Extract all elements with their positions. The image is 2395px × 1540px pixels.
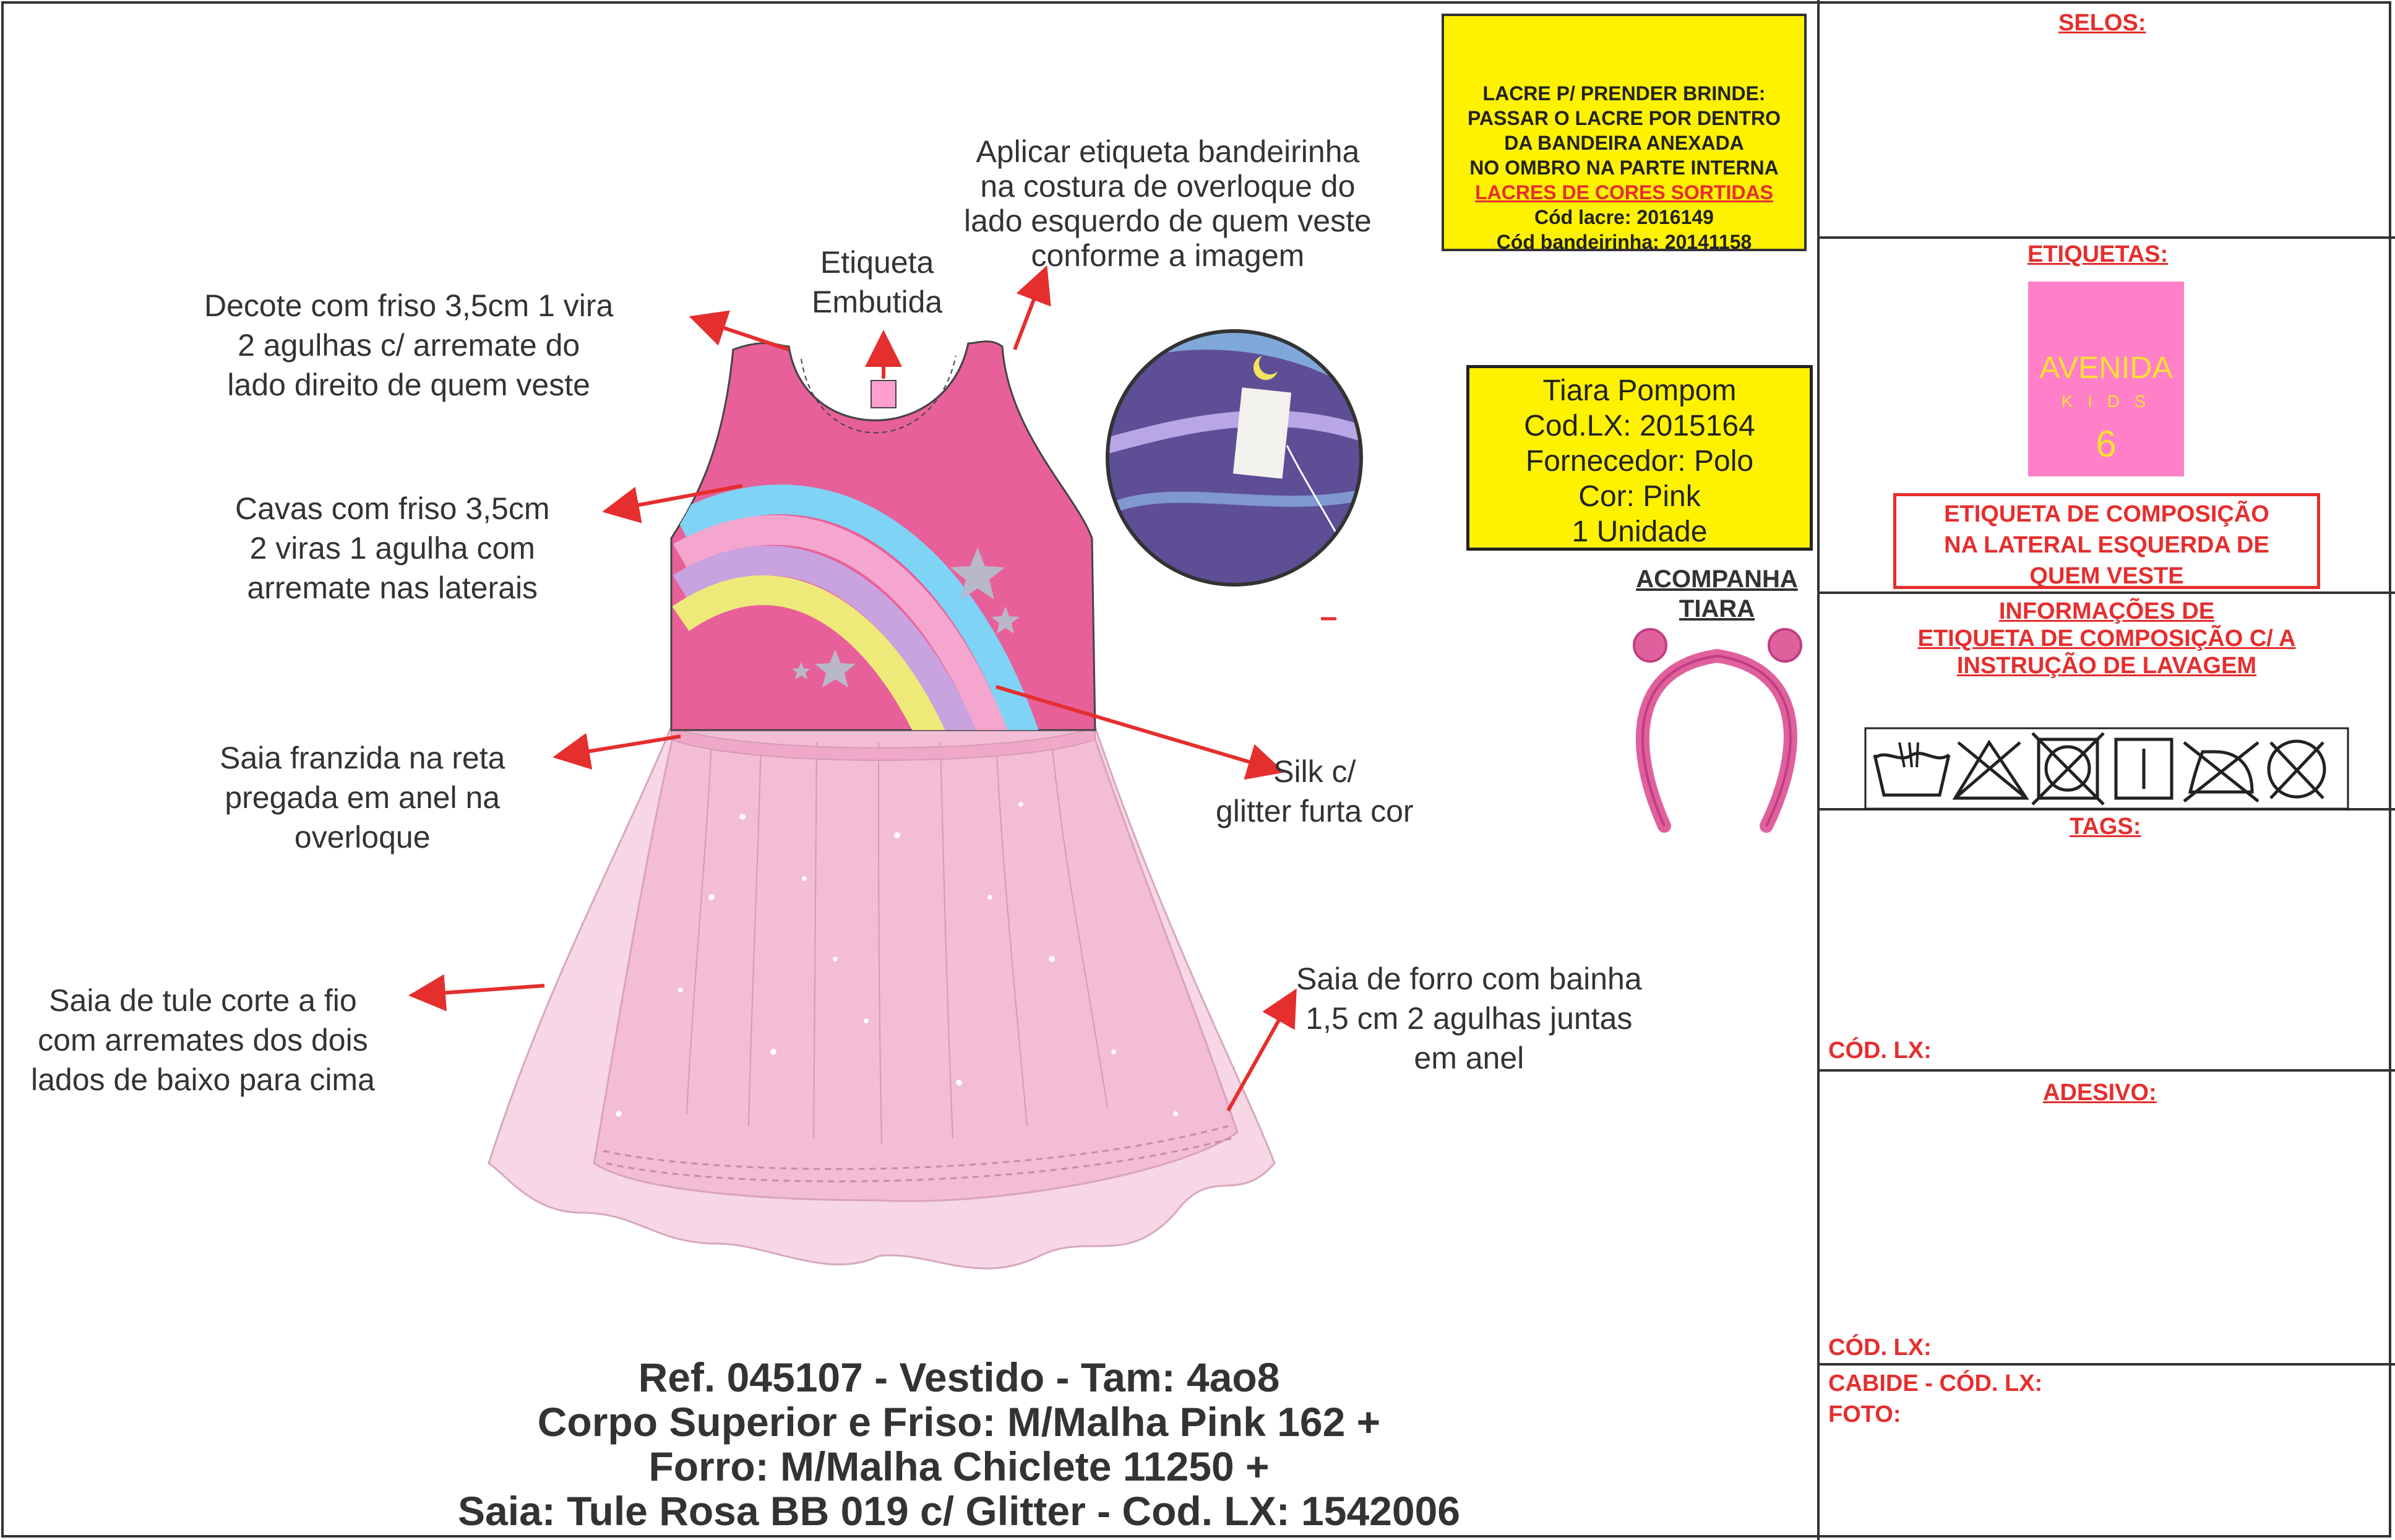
cabide-cod-lx: CABIDE - CÓD. LX: — [1828, 1370, 2043, 1396]
tags-cod-lx: CÓD. LX: — [1828, 1038, 1932, 1064]
saia-line: Saia: Tule Rosa BB 019 c/ Glitter - Cod. LX: 1542006 — [458, 1488, 1460, 1534]
section-tags: TAGS: — [2070, 814, 2141, 840]
product-reference — [0, 1355, 1918, 1533]
composicao-box: ETIQUETA DE COMPOSIÇÃO NA LATERAL ESQUERDA DE QUEM VESTE — [1893, 493, 2320, 589]
wash-30-icon — [1875, 742, 1949, 795]
annotation-etiqueta-embutida: Etiqueta Embutida — [812, 245, 943, 319]
brand-label-size: 6 — [2096, 423, 2117, 465]
cod-bandeirinha: Cód bandeirinha: 20141158 — [1496, 231, 1752, 253]
ref-line: Ref. 045107 - Vestido - Tam: 4ao8 — [638, 1354, 1280, 1400]
lining-skirt — [594, 730, 1237, 1201]
annotation-decote: Decote com friso 3,5cm 1 vira 2 agulhas c/ arremate do lado direito de quem veste — [204, 288, 614, 402]
tiara-headband — [1634, 629, 1801, 826]
annotation-saia-tule: Saia de tule corte a fio com arremates dos dois lados de baixo para cima — [31, 983, 375, 1097]
tiara-info-box: Tiara Pompom Cod.LX: 2015164 Fornecedor: Polo Cor: Pink 1 Unidade — [1466, 365, 1813, 551]
no-dry-clean-icon — [2269, 741, 2324, 798]
brand-label-sub: K I D S — [2061, 392, 2151, 411]
annotation-silk: Silk c/ glitter furta cor — [1216, 754, 1414, 828]
line-dry-icon — [2116, 739, 2172, 798]
section-selos: SELOS: — [2058, 10, 2146, 36]
acompanha-tiara: ACOMPANHA TIARA — [1636, 566, 1798, 622]
section-adesivo: ADESIVO: — [2043, 1080, 2157, 1106]
foto-label: FOTO: — [1828, 1401, 1901, 1427]
adesivo-cod-lx: CÓD. LX: — [1828, 1335, 1932, 1361]
section-informacoes: INFORMAÇÕES DE ETIQUETA DE COMPOSIÇÃO C/ A INSTRUÇÃO DE LAVAGEM — [1917, 598, 2296, 679]
section-etiquetas: ETIQUETAS: — [2027, 241, 2169, 267]
annotation-saia-forro: Saia de forro com bainha 1,5 cm 2 agulhas juntas em anel — [1296, 961, 1642, 1075]
brand-label — [2028, 282, 2184, 476]
corpo-line: Corpo Superior e Friso: M/Malha Pink 162 + — [537, 1399, 1381, 1445]
annotation-cavas: Cavas com friso 3,5cm 2 viras 1 agulha com arremate nas laterais — [235, 491, 550, 605]
lacre-instruction-box: LACRE P/ PRENDER BRINDE: PASSAR O LACRE POR DENTRO DA BANDEIRA ANEXADA NO OMBRO NA PARTE INTERNA LACRES DE CORES SORTIDAS Cód lacre: 2016149 Cód bandeirinha: 20141158 — [1442, 14, 1807, 251]
care-symbols — [1865, 728, 2348, 809]
no-tumble-dry-icon — [2032, 733, 2104, 804]
embedded-label — [871, 381, 896, 408]
detail-photo — [1107, 328, 1361, 588]
bleach-icon — [1955, 742, 2026, 798]
lacre-highlight: LACRES DE CORES SORTIDAS — [1475, 181, 1773, 204]
brand-label-name: AVENIDA — [2039, 350, 2173, 385]
annotation-bandeirinha: Aplicar etiqueta bandeirinha na costura de overloque do lado esquerdo de quem veste conforme a imagem — [964, 134, 1372, 273]
no-iron-icon — [2184, 742, 2258, 801]
annotation-saia-franzida: Saia franzida na reta pregada em anel na overloque — [220, 741, 505, 854]
forro-line: Forro: M/Malha Chiclete 11250 + — [648, 1443, 1270, 1489]
cod-lacre: Cód lacre: 2016149 — [1534, 206, 1714, 228]
